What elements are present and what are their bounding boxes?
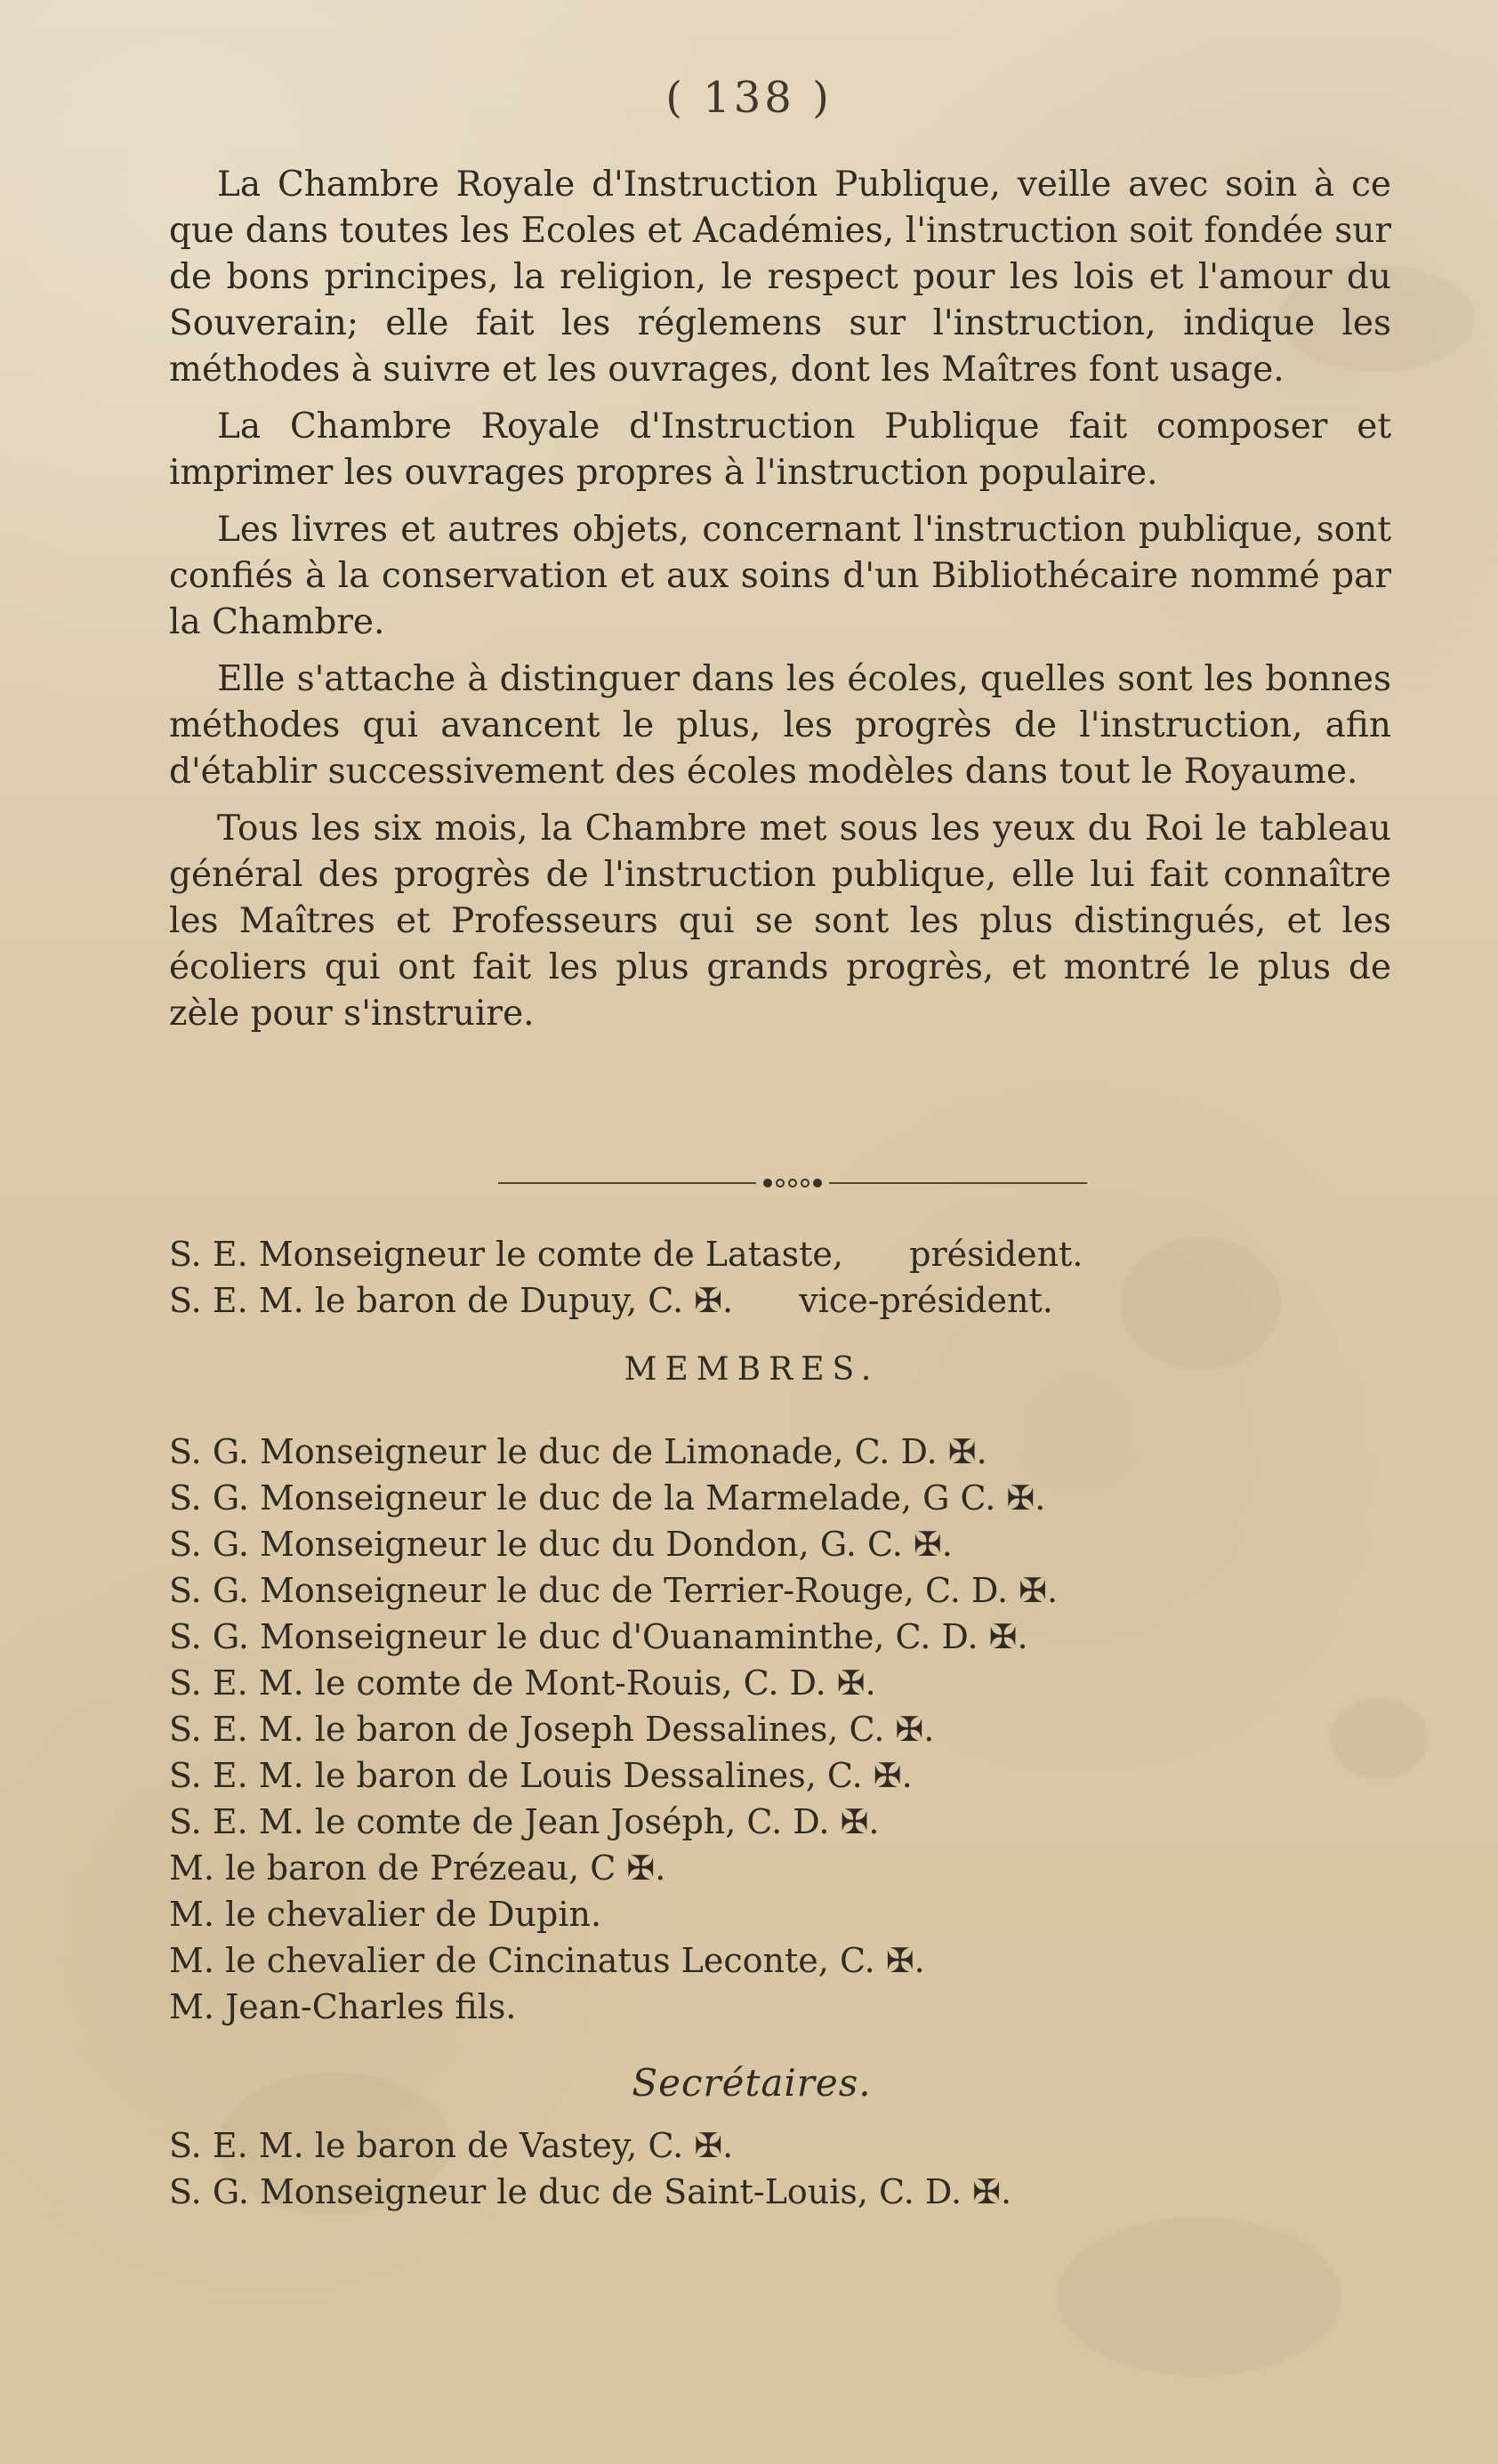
member-item: S. E. M. le comte de Jean Joséph, C. D. ✠.	[169, 1802, 880, 1841]
member-item: S. E. M. le comte de Mont-Rouis, C. D. ✠.	[169, 1663, 876, 1703]
member-item: S. E. M. le baron de Louis Dessalines, C. ✠.	[169, 1756, 913, 1795]
member-item: S. E. M. le baron de Joseph Dessalines, C. ✠.	[169, 1710, 935, 1749]
vice-president-role: vice-président.	[799, 1281, 1053, 1320]
member-item: M. le baron de Prézeau, C ✠.	[169, 1848, 666, 1888]
member-item: S. G. Monseigneur le duc d'Ouanaminthe, C. D. ✠.	[169, 1617, 1028, 1656]
divider-line-right	[829, 1182, 1087, 1184]
secretaries-heading: Secrétaires.	[632, 2061, 872, 2105]
ornament-dot	[813, 1179, 822, 1188]
ornament-dot	[801, 1179, 809, 1188]
secretaries-list	[169, 2122, 1334, 2215]
body-text	[169, 162, 1391, 1037]
ornament-dot	[763, 1179, 772, 1188]
paper-stain	[1330, 1697, 1428, 1779]
vice-president-line	[169, 1277, 1334, 1324]
vice-president-name: S. E. M. le baron de Dupuy, C. ✠.	[169, 1281, 734, 1320]
roster-section	[169, 1231, 1334, 2215]
member-item: S. G. Monseigneur le duc du Dondon, G. C. ✠.	[169, 1525, 953, 1564]
members-heading: MEMBRES.	[624, 1351, 880, 1388]
paragraph-4: Elle s'attache à distinguer dans les écoles, quelles sont les bonnes méthodes qui avancent le plus, les progrès de l'instruction, afin d'établir successivement des écoles modèles dans tout le Royaume.	[169, 659, 1391, 792]
members-list	[169, 1429, 1334, 2030]
member-item: M. Jean-Charles fils.	[169, 1987, 517, 2026]
member-item: S. G. Monseigneur le duc de Terrier-Rouge, C. D. ✠.	[169, 1571, 1059, 1610]
member-item: S. G. Monseigneur le duc de la Marmelade, G C. ✠.	[169, 1478, 1046, 1518]
divider-ornament	[756, 1173, 829, 1193]
secretary-item: S. G. Monseigneur le duc de Saint-Louis, C. D. ✠.	[169, 2172, 1012, 2211]
secretary-item: S. E. M. le baron de Vastey, C. ✠.	[169, 2126, 734, 2165]
ornament-dot	[788, 1179, 797, 1188]
member-item: M. le chevalier de Dupin.	[169, 1895, 602, 1934]
president-line	[169, 1231, 1334, 1277]
divider-line-left	[498, 1182, 756, 1184]
paragraph-2: La Chambre Royale d'Instruction Publique fait composer et imprimer les ouvrages propres à l'instruction populaire.	[169, 407, 1391, 493]
member-item: S. G. Monseigneur le duc de Limonade, C. D. ✠.	[169, 1432, 987, 1471]
member-item: M. le chevalier de Cincinatus Leconte, C. ✠.	[169, 1941, 925, 1980]
president-name: S. E. Monseigneur le comte de Lataste,	[169, 1235, 843, 1274]
paragraph-3: Les livres et autres objets, concernant l'instruction publique, sont confiés à la conservation et aux soins d'un Bibliothécaire nommé par la Chambre.	[169, 510, 1391, 642]
paragraph-5: Tous les six mois, la Chambre met sous les yeux du Roi le tableau général des progrès de l'instruction publique, elle lui fait connaître les Maîtres et Professeurs qui se sont les plus distingués, et les écoliers qui ont fait les plus grands progrès, et montré le plus de zèle pour s'instruire.	[169, 809, 1391, 1034]
section-divider	[498, 1172, 1087, 1194]
page-number: ( 138 )	[665, 73, 833, 123]
president-role: président.	[909, 1235, 1083, 1274]
ornament-dot	[776, 1179, 785, 1188]
paragraph-1: La Chambre Royale d'Instruction Publique, veille avec soin à ce que dans toutes les Ecoles et Académies, l'instruction soit fondée sur de bons principes, la religion, le respect pour les lois et l'amour du Souverain; elle fait les réglemens sur l'instruction, indique les méthodes à suivre et les ouvrages, dont les Maîtres font usage.	[169, 165, 1391, 390]
paper-stain	[1057, 2217, 1341, 2377]
